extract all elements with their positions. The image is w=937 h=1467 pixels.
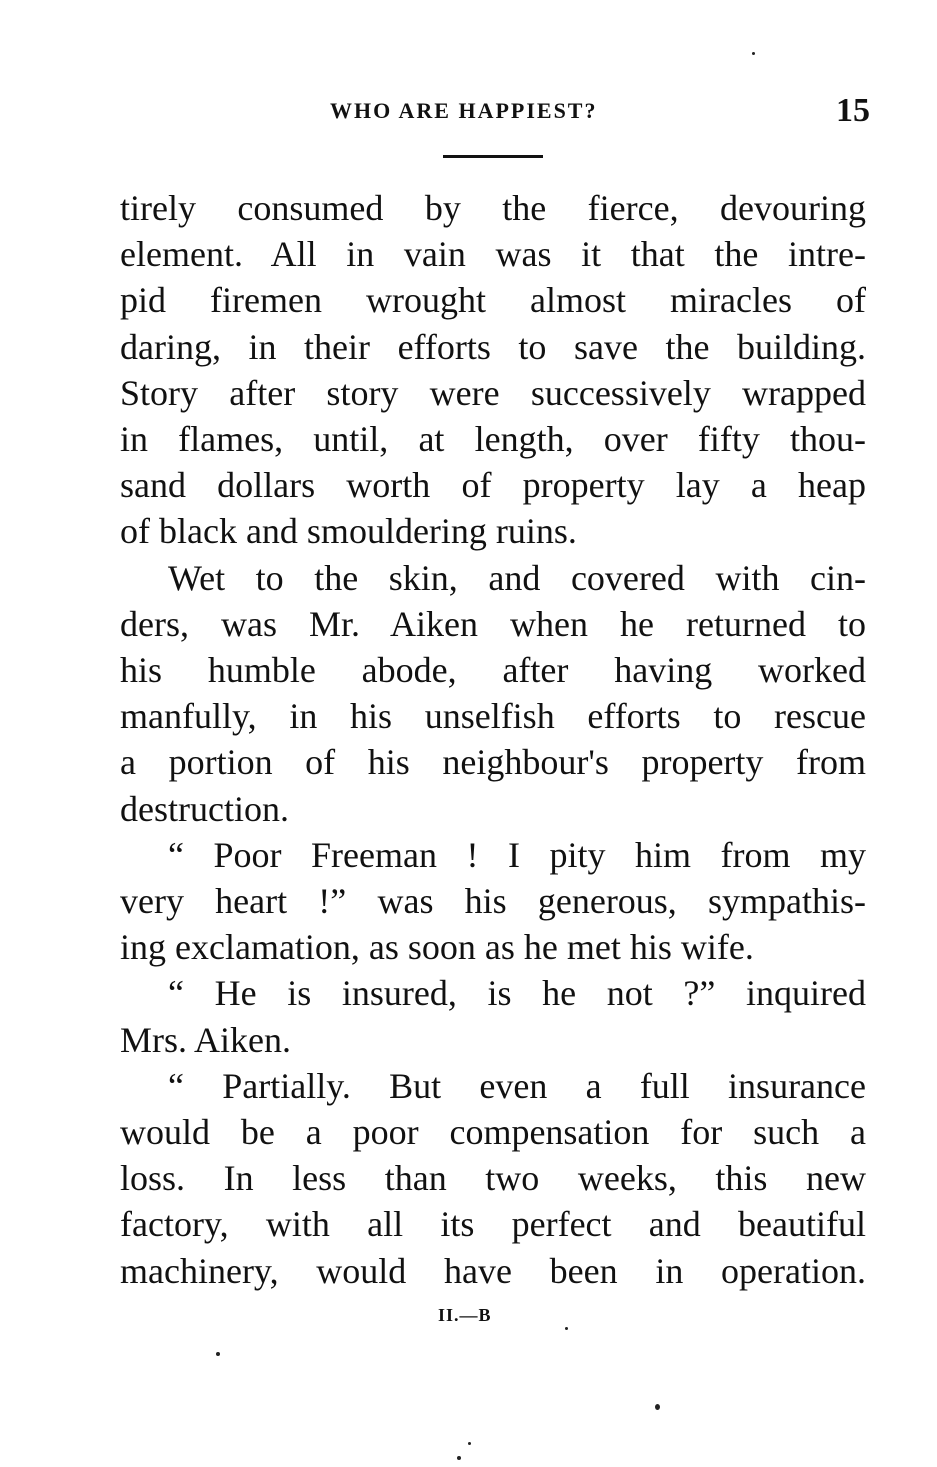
scan-speck — [655, 1404, 660, 1410]
paragraph-5 — [120, 1063, 866, 1294]
text-line: a portion of his neighbour's property from — [120, 742, 866, 783]
header-rule — [443, 155, 543, 158]
text-line: “ He is insured, is he not ?” inquired — [168, 973, 866, 1014]
text-line: loss. In less than two weeks, this new — [120, 1158, 866, 1199]
running-title: WHO ARE HAPPIEST? — [330, 98, 598, 123]
text-line: ing exclamation, as soon as he met his wife. — [120, 927, 754, 968]
text-line: very heart !” was his generous, sympathis- — [120, 881, 866, 922]
scan-speck — [216, 1352, 220, 1356]
paragraph-3 — [120, 832, 866, 971]
text-line: in flames, until, at length, over fifty thou- — [120, 419, 866, 460]
text-line: manfully, in his unselfish efforts to rescue — [120, 696, 866, 737]
text-line: tirely consumed by the fierce, devouring — [120, 188, 866, 228]
text-line: would be a poor compensation for such a — [120, 1112, 866, 1153]
signature-mark: II.—B — [438, 1305, 492, 1325]
text-line: his humble abode, after having worked — [120, 650, 866, 691]
text-line: destruction. — [120, 788, 289, 829]
text-line: “ Poor Freeman ! I pity him from my — [168, 834, 866, 875]
scan-speck — [457, 1456, 461, 1460]
text-line: Story after story were successively wrapped — [120, 372, 866, 413]
body-text — [120, 185, 866, 1294]
scan-speck — [752, 52, 755, 55]
paragraph-4 — [120, 970, 866, 1062]
text-line: Mrs. Aiken. — [120, 1019, 291, 1060]
running-head — [120, 92, 870, 132]
text-line: “ Partially. But even a full insurance — [168, 1065, 866, 1106]
page-number: 15 — [836, 92, 870, 129]
text-line: Wet to the skin, and covered with cin- — [168, 557, 866, 598]
text-line: daring, in their efforts to save the building. — [120, 326, 866, 367]
text-line: pid firemen wrought almost miracles of — [120, 280, 866, 321]
paragraph-2 — [120, 555, 866, 832]
text-line: machinery, would have been in operation. — [120, 1250, 866, 1291]
text-line: factory, with all its perfect and beautiful — [120, 1204, 866, 1245]
text-line: ders, was Mr. Aiken when he returned to — [120, 603, 866, 644]
text-line: element. All in vain was it that the intre- — [120, 234, 866, 275]
paragraph-1 — [120, 185, 866, 555]
scan-speck — [565, 1327, 568, 1330]
scan-speck — [468, 1442, 471, 1445]
text-line: of black and smouldering ruins. — [120, 511, 577, 552]
text-line: sand dollars worth of property lay a heap — [120, 465, 866, 506]
